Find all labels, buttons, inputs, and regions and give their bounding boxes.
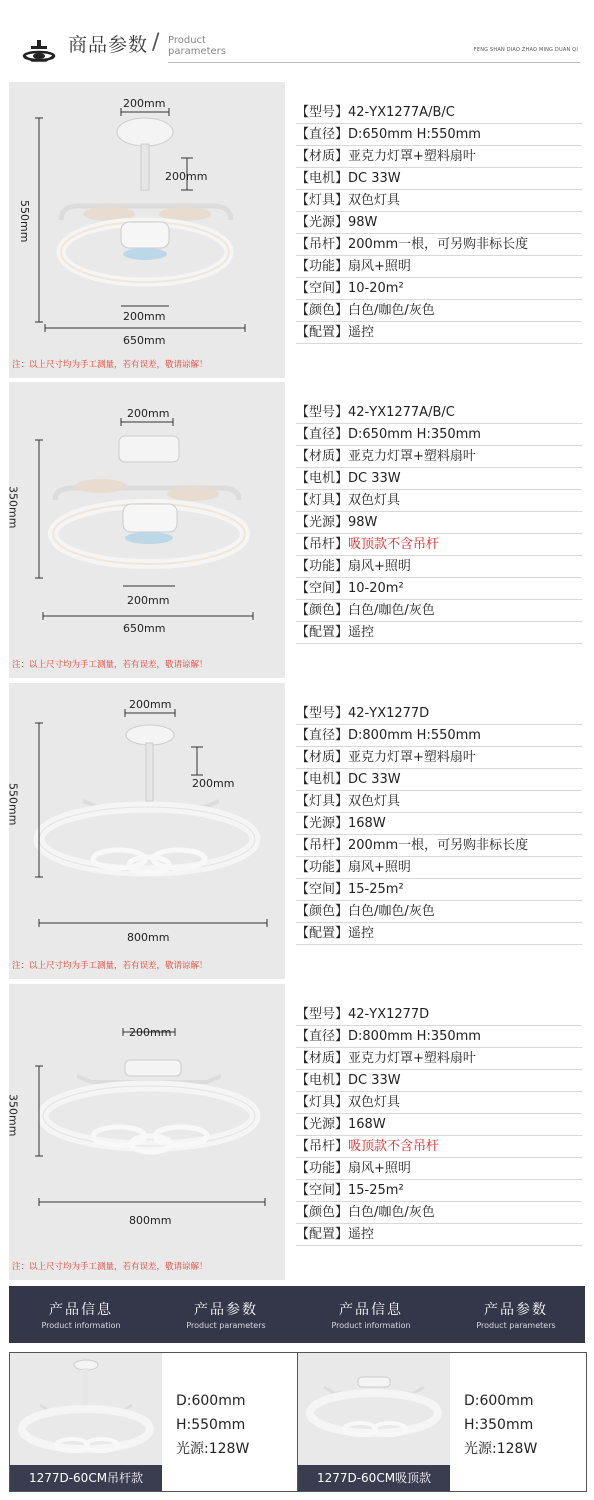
spec-row [296, 879, 582, 901]
spec-row [296, 1202, 582, 1224]
spec-value: 亚克力灯罩+塑料扇叶 [348, 750, 476, 765]
spec-key: 【吊杆】 [296, 1139, 349, 1154]
spec-key: 【光源】 [296, 1117, 349, 1132]
spec-row [296, 256, 582, 278]
spec-key: 【空间】 [296, 581, 349, 596]
spec-key: 【型号】 [296, 405, 349, 420]
spec-value: D:650mm H:550mm [348, 127, 481, 142]
spec-value: 42-YX1277A/B/C [348, 405, 455, 420]
dim-width-label: 650mm [123, 334, 166, 347]
spec-row [296, 512, 582, 534]
variant-card-flush[interactable] [297, 1352, 587, 1492]
dim-height-label: 550mm [18, 200, 31, 243]
dim-width-label: 800mm [129, 1214, 172, 1227]
spec-key: 【光源】 [296, 816, 349, 831]
spec-value: 200mm一根，可另购非标长度 [348, 838, 529, 853]
spec-row [296, 747, 582, 769]
spec-value: 遥控 [348, 625, 375, 640]
spec-key: 【功能】 [296, 259, 349, 274]
spec-value: 吸顶款不含吊杆 [348, 1139, 440, 1154]
spec-key: 【材质】 [296, 750, 349, 765]
spec-row [296, 124, 582, 146]
spec-key: 【颜色】 [296, 603, 349, 618]
spec-row [296, 703, 582, 725]
tab-label-en: Product information [41, 1321, 121, 1330]
page-header [0, 0, 594, 80]
spec-row [296, 1114, 582, 1136]
tab-label-en: Product parameters [476, 1321, 556, 1330]
spec-value: 遥控 [348, 1227, 375, 1242]
spec-value: DC 33W [348, 471, 401, 486]
dim-rod-label: 200mm [192, 777, 235, 790]
fan-thumbnail-rod [10, 1353, 162, 1465]
tab-label-en: Product information [331, 1321, 411, 1330]
tab-label-zh: 产品参数 [194, 1302, 258, 1318]
spec-key: 【功能】 [296, 860, 349, 875]
spec-key: 【颜色】 [296, 1205, 349, 1220]
spec-value: 扇风+照明 [348, 1161, 411, 1176]
spec-row [296, 1070, 582, 1092]
spec-value: D:800mm H:550mm [348, 728, 481, 743]
spec-value: 遥控 [348, 325, 375, 340]
variant-diameter: D:600mm [176, 1393, 246, 1409]
spec-value: D:650mm H:350mm [348, 427, 481, 442]
product-image-panel [6, 683, 285, 979]
product-image-panel [9, 82, 285, 378]
spec-row [296, 769, 582, 791]
dim-top-label: 200mm [127, 407, 170, 420]
spec-row [296, 1224, 582, 1246]
spec-value: 扇风+照明 [348, 259, 411, 274]
spec-key: 【光源】 [296, 215, 349, 230]
tab-product-information-1[interactable] [9, 1286, 153, 1343]
spec-row [296, 556, 582, 578]
variant-diameter: D:600mm [464, 1393, 534, 1409]
spec-key: 【空间】 [296, 1183, 349, 1198]
tab-product-information-2[interactable] [299, 1286, 443, 1343]
spec-key: 【灯具】 [296, 1095, 349, 1110]
spec-row [296, 278, 582, 300]
spec-row [296, 468, 582, 490]
spec-key: 【灯具】 [296, 794, 349, 809]
dim-inner-label: 200mm [123, 310, 166, 323]
spec-value: DC 33W [348, 171, 401, 186]
fan-diagram-flush-650 [6, 382, 285, 678]
dim-top-label: 200mm [129, 1026, 172, 1039]
variant-specs [176, 1389, 249, 1461]
variant-card-rod[interactable] [9, 1352, 299, 1492]
spec-value: 白色/咖色/灰色 [348, 603, 435, 618]
spec-row [296, 1004, 582, 1026]
spec-key: 【配置】 [296, 625, 349, 640]
spec-row [296, 1158, 582, 1180]
spec-row [296, 1092, 582, 1114]
spec-value: 42-YX1277D [348, 706, 430, 721]
header-rule [168, 62, 580, 63]
dim-height-label: 350mm [6, 486, 20, 529]
dim-inner-label: 200mm [127, 594, 170, 607]
variant-height: H:550mm [176, 1417, 246, 1433]
measurement-note: 注：以上尺寸均为手工测量，若有误差，敬请谅解！ [12, 1262, 208, 1272]
spec-key: 【直径】 [296, 1029, 349, 1044]
dim-top-label: 200mm [129, 698, 172, 711]
spec-value: 扇风+照明 [348, 860, 411, 875]
spec-value: 亚克力灯罩+塑料扇叶 [348, 449, 476, 464]
variant-height: H:350mm [464, 1417, 534, 1433]
info-tab-bar [9, 1286, 585, 1343]
spec-list [296, 1004, 582, 1246]
spec-key: 【电机】 [296, 772, 349, 787]
spec-key: 【型号】 [296, 105, 349, 120]
spec-row [296, 791, 582, 813]
spec-value: 白色/咖色/灰色 [348, 303, 435, 318]
spec-key: 【灯具】 [296, 193, 349, 208]
spec-value: D:800mm H:350mm [348, 1029, 481, 1044]
spec-value: 遥控 [348, 926, 375, 941]
spec-value: 双色灯具 [348, 1095, 401, 1110]
spec-key: 【材质】 [296, 1051, 349, 1066]
spec-row [296, 1026, 582, 1048]
dim-width-label: 800mm [127, 931, 170, 944]
spec-value: DC 33W [348, 772, 401, 787]
spec-row [296, 190, 582, 212]
spec-value: 42-YX1277D [348, 1007, 430, 1022]
measurement-note: 注：以上尺寸均为手工测量，若有误差，敬请谅解！ [12, 360, 208, 370]
spec-row [296, 1180, 582, 1202]
ceiling-fan-logo-icon [22, 40, 56, 70]
spec-key: 【直径】 [296, 127, 349, 142]
spec-key: 【直径】 [296, 728, 349, 743]
spec-key: 【吊杆】 [296, 537, 349, 552]
spec-row [296, 1048, 582, 1070]
subtitle-line-1: Product [168, 35, 206, 46]
spec-list [296, 703, 582, 945]
product-section-2 [6, 382, 585, 678]
spec-row [296, 534, 582, 556]
dim-width-label: 650mm [123, 622, 166, 635]
spec-key: 【电机】 [296, 171, 349, 186]
spec-row [296, 168, 582, 190]
spec-value: 10-20m² [348, 281, 404, 296]
spec-row [296, 1136, 582, 1158]
spec-key: 【电机】 [296, 1073, 349, 1088]
variant-label: 1277D-60CM吊杆款 [10, 1465, 162, 1491]
spec-key: 【空间】 [296, 882, 349, 897]
spec-value: 亚克力灯罩+塑料扇叶 [348, 149, 476, 164]
spec-key: 【功能】 [296, 559, 349, 574]
spec-key: 【配置】 [296, 926, 349, 941]
spec-key: 【空间】 [296, 281, 349, 296]
spec-value: 扇风+照明 [348, 559, 411, 574]
spec-key: 【型号】 [296, 706, 349, 721]
spec-row [296, 600, 582, 622]
spec-row [296, 402, 582, 424]
spec-key: 【材质】 [296, 149, 349, 164]
spec-row [296, 146, 582, 168]
variant-light-source: 光源:128W [464, 1441, 538, 1457]
dim-top-label: 200mm [123, 97, 166, 110]
product-image-panel [6, 382, 285, 678]
spec-value: 200mm一根，可另购非标长度 [348, 237, 529, 252]
spec-value: 98W [348, 515, 378, 530]
spec-key: 【功能】 [296, 1161, 349, 1176]
spec-value: 42-YX1277A/B/C [348, 105, 455, 120]
spec-row [296, 835, 582, 857]
spec-value: 15-25m² [348, 1183, 404, 1198]
measurement-note: 注：以上尺寸均为手工测量，若有误差，敬请谅解！ [12, 961, 208, 971]
fan-thumbnail-flush [298, 1353, 450, 1465]
spec-row [296, 424, 582, 446]
fan-diagram-rod-800 [6, 683, 285, 979]
spec-list [296, 402, 582, 644]
spec-key: 【型号】 [296, 1007, 349, 1022]
spec-value: DC 33W [348, 1073, 401, 1088]
spec-value: 168W [348, 816, 386, 831]
product-section-3 [6, 683, 585, 979]
spec-row [296, 578, 582, 600]
product-section-1 [9, 82, 585, 378]
subtitle-line-2: parameters [168, 46, 227, 57]
dim-height-label: 550mm [6, 783, 20, 826]
tab-label-zh: 产品信息 [49, 1302, 113, 1318]
title-divider: / [152, 30, 160, 55]
dim-height-label: 350mm [6, 1094, 20, 1137]
spec-value: 10-20m² [348, 581, 404, 596]
spec-row [296, 234, 582, 256]
spec-key: 【颜色】 [296, 904, 349, 919]
spec-value: 98W [348, 215, 378, 230]
variant-label: 1277D-60CM吸顶款 [298, 1465, 450, 1491]
spec-row [296, 923, 582, 945]
tab-product-parameters-1[interactable] [154, 1286, 298, 1343]
section-subtitle [168, 35, 226, 57]
spec-row [296, 300, 582, 322]
spec-row [296, 813, 582, 835]
spec-list [296, 102, 582, 344]
fan-diagram-rod-650 [9, 82, 285, 378]
spec-value: 吸顶款不含吊杆 [348, 537, 440, 552]
spec-key: 【配置】 [296, 1227, 349, 1242]
spec-key: 【电机】 [296, 471, 349, 486]
spec-row [296, 725, 582, 747]
spec-key: 【材质】 [296, 449, 349, 464]
spec-row [296, 322, 582, 344]
spec-row [296, 102, 582, 124]
dim-rod-label: 200mm [165, 170, 208, 183]
spec-key: 【吊杆】 [296, 237, 349, 252]
tab-label-zh: 产品信息 [339, 1302, 403, 1318]
product-section-4 [6, 984, 585, 1280]
measurement-note: 注：以上尺寸均为手工测量，若有误差，敬请谅解！ [12, 660, 208, 670]
spec-row [296, 212, 582, 234]
fan-diagram-flush-800 [6, 984, 285, 1280]
header-pinyin: FENG SHAN DIAO ZHAO MING DUAN QI [473, 47, 578, 53]
tab-label-zh: 产品参数 [484, 1302, 548, 1318]
spec-key: 【配置】 [296, 325, 349, 340]
spec-key: 【吊杆】 [296, 838, 349, 853]
spec-value: 白色/咖色/灰色 [348, 1205, 435, 1220]
spec-value: 15-25m² [348, 882, 404, 897]
tab-product-parameters-2[interactable] [444, 1286, 588, 1343]
product-image-panel [6, 984, 285, 1280]
spec-row [296, 622, 582, 644]
tab-label-en: Product parameters [186, 1321, 266, 1330]
spec-row [296, 490, 582, 512]
spec-key: 【颜色】 [296, 303, 349, 318]
spec-row [296, 901, 582, 923]
spec-key: 【灯具】 [296, 493, 349, 508]
spec-value: 168W [348, 1117, 386, 1132]
spec-value: 双色灯具 [348, 493, 401, 508]
variant-specs [464, 1389, 537, 1461]
spec-row [296, 446, 582, 468]
spec-value: 双色灯具 [348, 794, 401, 809]
spec-value: 白色/咖色/灰色 [348, 904, 435, 919]
spec-row [296, 857, 582, 879]
spec-key: 【直径】 [296, 427, 349, 442]
spec-value: 双色灯具 [348, 193, 401, 208]
variant-light-source: 光源:128W [176, 1441, 250, 1457]
spec-key: 【光源】 [296, 515, 349, 530]
spec-value: 亚克力灯罩+塑料扇叶 [348, 1051, 476, 1066]
section-title: 商品参数 [68, 34, 149, 56]
